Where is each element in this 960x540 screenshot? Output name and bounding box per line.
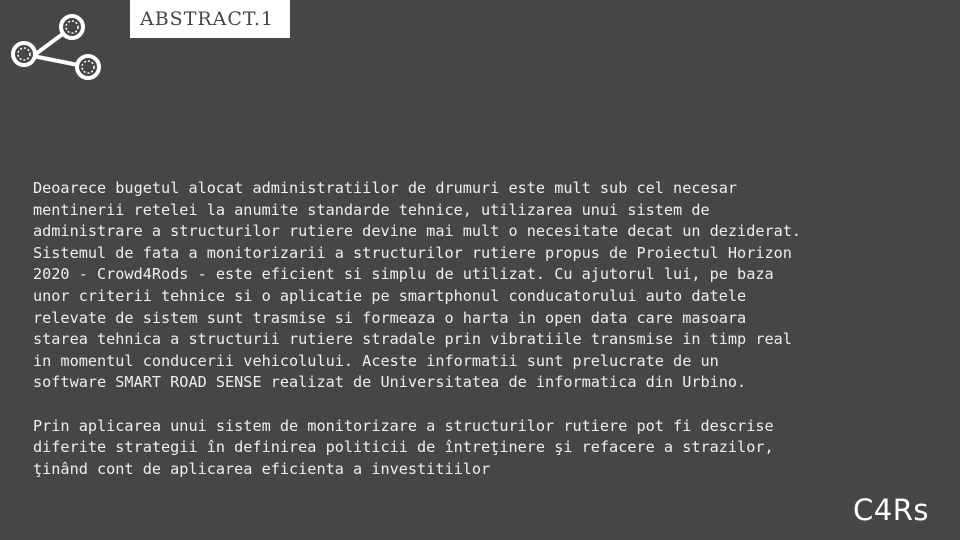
abstract-body <box>33 178 948 502</box>
paragraph-1: Deoarece bugetul alocat administratiilor de drumuri este mult sub cel necesar mentinerii retelei la anumite standarde tehnice, utilizarea unui sistem de administrare a structurilor rutiere devine mai mult o necesitate decat un deziderat. Sistemul de fata a monitorizarii a structurilor rutiere propus de Proiectul Horizon 2020 - Crowd4Rods - este eficient si simplu de utilizat. Cu ajutorul lui, pe baza unor criterii tehnice si o aplicatie pe smartphonul conducatorului auto datele relevate de sistem sunt trasmise si formeaza o harta in open data care masoara starea tehnica a structurii rutiere stradale prin vibratiile transmise in timp real in momentul conducerii vehicolului. Aceste informatii sunt prelucrate de un software SMART ROAD SENSE realizat de Universitatea de informatica din Urbino. <box>33 179 802 392</box>
slide-title: ABSTRACT.1 <box>130 0 290 38</box>
c4rs-logo: C4Rs <box>853 493 929 527</box>
paragraph-2: Prin aplicarea unui sistem de monitorizare a structurilor rutiere pot fi descrise diferite strategii în definirea politicii de întreţinere şi refacere a strazilor, ţinând cont de aplicarea eficienta a investitiilor <box>33 416 774 478</box>
share-icon[interactable] <box>10 10 104 84</box>
